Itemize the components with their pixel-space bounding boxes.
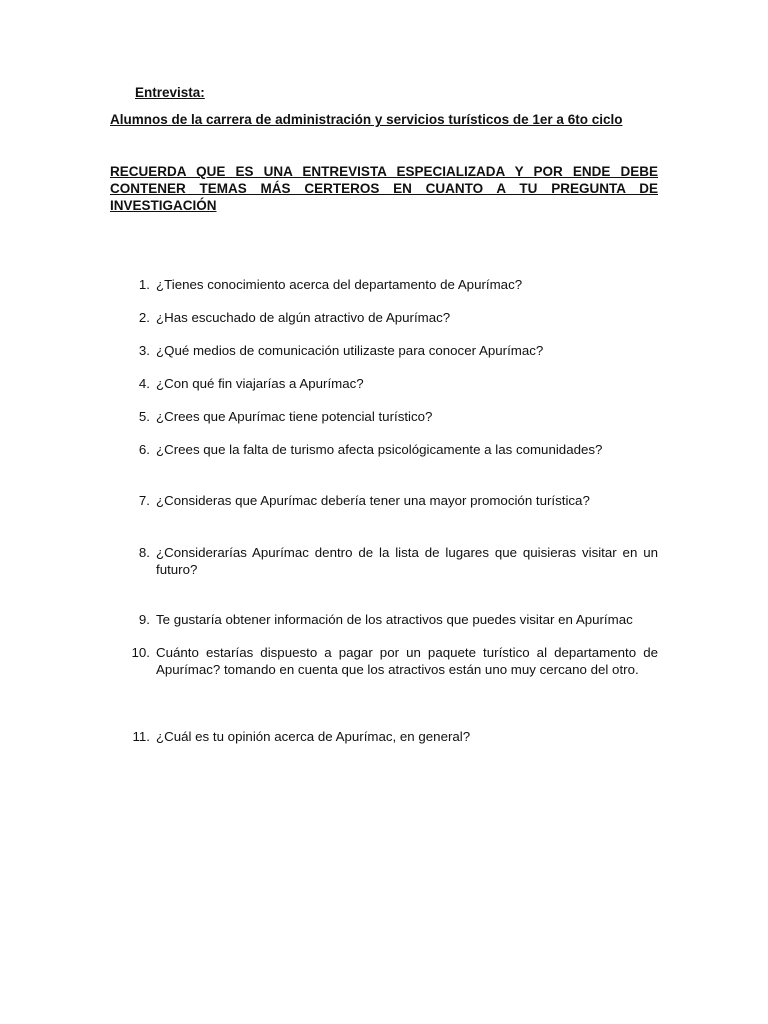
- question-text: ¿Cuál es tu opinión acerca de Apurímac, en general?: [156, 729, 471, 744]
- question-number: 9.: [138, 612, 150, 627]
- question-text: ¿Con qué fin viajarías a Apurímac?: [156, 376, 364, 391]
- question-text: ¿Crees que la falta de turismo afecta psicológicamente a las comunidades?: [156, 442, 603, 457]
- question-number: 1.: [138, 277, 150, 292]
- document-heading: Entrevista:: [135, 85, 205, 100]
- document-subtitle: Alumnos de la carrera de administración y servicios turísticos de 1er a 6to ciclo: [110, 112, 623, 127]
- question-text: ¿Has escuchado de algún atractivo de Apurímac?: [156, 310, 451, 325]
- question-text: ¿Tienes conocimiento acerca del departamento de Apurímac?: [156, 277, 523, 292]
- question-text: Cuánto estarías dispuesto a pagar por un paquete turístico al departamento de Apurímac? tomando en cuenta que los atractivos están uno muy cercano del otro.: [156, 645, 658, 677]
- question-text: ¿Crees que Apurímac tiene potencial turístico?: [156, 409, 433, 424]
- question-number: 3.: [138, 343, 150, 358]
- question-text: ¿Qué medios de comunicación utilizaste para conocer Apurímac?: [156, 343, 544, 358]
- question-text: Te gustaría obtener información de los atractivos que puedes visitar en Apurímac: [156, 612, 633, 627]
- question-number: 7.: [138, 493, 150, 508]
- question-text: ¿Considerarías Apurímac dentro de la lista de lugares que quisieras visitar en un futuro?: [156, 545, 658, 577]
- question-number: 10.: [131, 645, 150, 660]
- question-number: 4.: [138, 376, 150, 391]
- question-number: 11.: [132, 729, 150, 744]
- question-number: 5.: [138, 409, 150, 424]
- question-number: 8.: [138, 545, 150, 560]
- notice-text: RECUERDA QUE ES UNA ENTREVISTA ESPECIALIZADA Y POR ENDE DEBE CONTENER TEMAS MÁS CERTEROS EN CUANTO A TU PREGUNTA DE INVESTIGACIÓN: [110, 164, 658, 213]
- question-number: 2.: [138, 310, 150, 325]
- question-text: ¿Consideras que Apurímac debería tener una mayor promoción turística?: [156, 493, 590, 508]
- question-number: 6.: [138, 442, 150, 457]
